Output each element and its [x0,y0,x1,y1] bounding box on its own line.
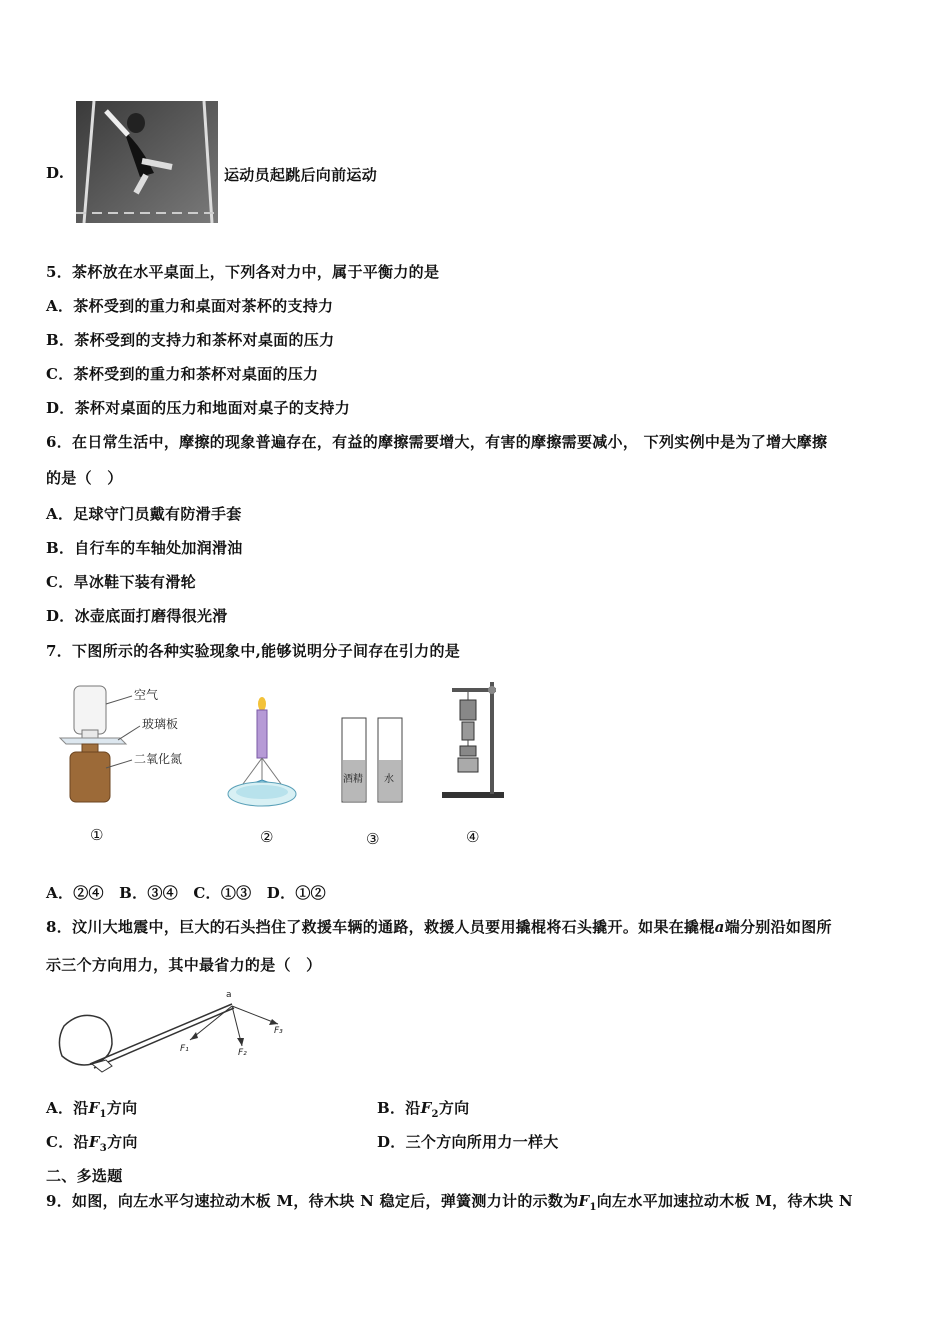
q6-option-b: B．自行车的车轴处加润滑油 [46,539,243,557]
fig-num-2: ② [260,828,274,846]
option-d-text: 运动员起跳后向前运动 [224,166,378,184]
option-d-letter: D. [46,164,65,182]
q7-figure-lead-blocks [440,678,506,804]
q5-option-c: C．茶杯受到的重力和茶杯对桌面的压力 [46,365,319,383]
label-f2: F₂ [238,1048,247,1058]
q5-option-a: A．茶杯受到的重力和桌面对茶杯的支持力 [46,297,334,315]
q8-option-a: A．沿$F_1$方向 [46,1099,138,1120]
athlete-photo [76,101,218,223]
q5-option-d: D．茶杯对桌面的压力和地面对桌子的支持力 [46,399,351,417]
label-glass-plate: 玻璃板 [142,717,179,731]
q9-stem: 9．如图，向左水平匀速拉动木板 M，待木块 N 稳定后，弹簧测力计的示数为$F_1$向左水平加速拉动木板 M，待木块 N [46,1192,853,1213]
fig-num-1: ① [90,826,104,844]
q7-figure-cylinders [338,716,410,806]
q6-option-c: C．旱冰鞋下装有滑轮 [46,573,196,591]
q7-figure-bottles [56,680,206,810]
q6-option-d: D．冰壶底面打磨得很光滑 [46,607,228,625]
q6-stem-line2: 的是（ ） [46,469,123,487]
q7-stem: 7．下图所示的各种实验现象中,能够说明分子间存在引力的是 [46,642,461,660]
q7-answer-options: A．②④ B．③④ C．①③ D．①② [46,884,326,902]
section-multi-choice-title: 二、多选题 [46,1167,123,1185]
label-air: 空气 [134,688,159,702]
label-water: 水 [384,774,394,785]
q7-figure-film [226,696,310,812]
q5-option-b: B．茶杯受到的支持力和茶杯对桌面的压力 [46,331,335,349]
q8-stem-line2: 示三个方向用力，其中最省力的是（ ） [46,956,322,974]
q8-lever-figure [50,990,295,1076]
fig-num-3: ③ [366,830,380,848]
q6-stem-line1: 6．在日常生活中，摩擦的现象普遍存在，有益的摩擦需要增大，有害的摩擦需要减小， 下列实例中是为了增大摩擦 [46,433,828,451]
label-no2: 二氧化氮 [134,752,183,766]
label-f1: F₁ [180,1044,189,1054]
q5-stem: 5．茶杯放在水平桌面上，下列各对力中，属于平衡力的是 [46,263,440,281]
q8-option-d: D．三个方向所用力一样大 [377,1133,559,1151]
q6-option-a: A．足球守门员戴有防滑手套 [46,505,242,523]
q8-option-b: B．沿$F_2$方向 [377,1099,470,1120]
label-alcohol: 酒精 [343,774,363,785]
label-f3: F₃ [274,1026,283,1036]
q8-option-c: C．沿$F_3$方向 [46,1133,138,1154]
label-a: a [226,990,232,1000]
q8-stem-line1: 8．汶川大地震中，巨大的石头挡住了救援车辆的通路，救援人员要用撬棍将石头撬开。如果在撬棍a端分别沿如图所 [46,918,832,936]
fig-num-4: ④ [466,828,480,846]
